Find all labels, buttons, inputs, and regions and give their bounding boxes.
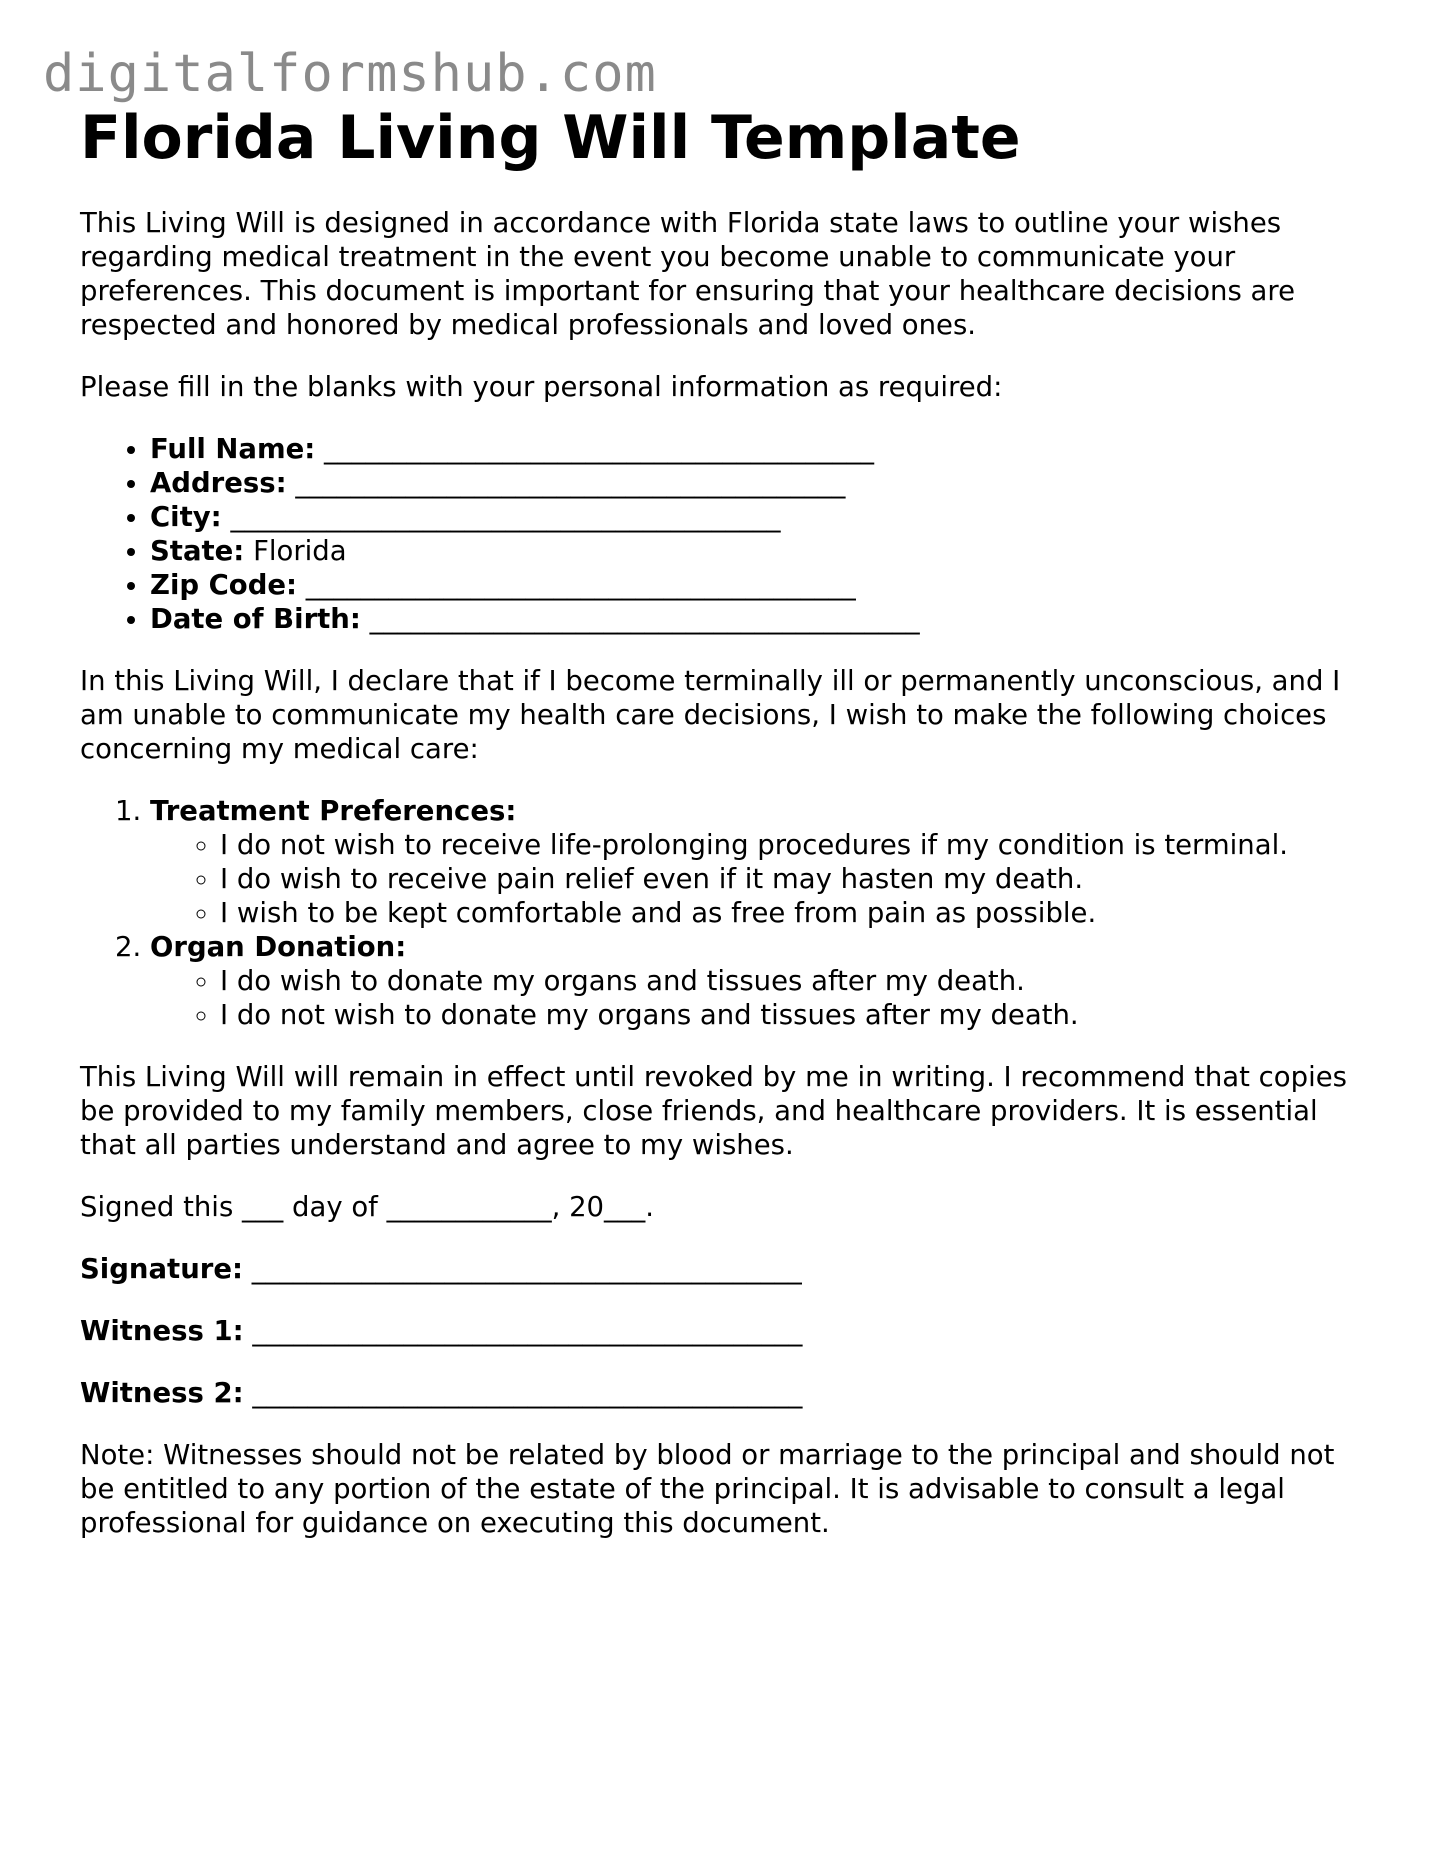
address-field [150, 466, 1370, 500]
witness-2-label: Witness 2: [80, 1377, 244, 1409]
medical-choices-list [80, 794, 1370, 1032]
document-page [80, 100, 1370, 1540]
zip-code-blank[interactable]: ________________________________________ [305, 569, 856, 601]
note-paragraph: Note: Witnesses should not be related by blood or marriage to the principal and should not be entitled to any portion of the estate of the principal. It is advisable to consult a legal professional for guidance on executing this document. [80, 1439, 1335, 1539]
organ-donation-options [150, 964, 1370, 1032]
zip-code-label: Zip Code: [150, 569, 298, 601]
witness-1-label: Witness 1: [80, 1315, 244, 1347]
signed-date-line: Signed this ___ day of ____________, 20___. [80, 1191, 655, 1223]
state-field [150, 534, 1370, 568]
intro-paragraph: This Living Will is designed in accordance with Florida state laws to outline your wishes regarding medical treatment in the event you become unable to communicate your preferences. This document is important for ensuring that your healthcare decisions are respected and honored by medical professionals and loved ones. [80, 207, 1295, 341]
witness-2-line [80, 1376, 1370, 1410]
treatment-preferences-heading: Treatment Preferences: [150, 795, 517, 827]
full-name-label: Full Name: [150, 433, 316, 465]
treatment-option: ◦ I do wish to receive pain relief even if it may hasten my death. [220, 862, 1370, 896]
organ-donation-section [150, 930, 1370, 1032]
organ-donation-heading: Organ Donation: [150, 931, 407, 963]
full-name-field [150, 432, 1370, 466]
organ-donation-option: ◦ I do not wish to donate my organs and tissues after my death. [220, 998, 1370, 1032]
full-name-blank[interactable]: ________________________________________ [324, 433, 875, 465]
effect-paragraph: This Living Will will remain in effect until revoked by me in writing. I recommend that copies be provided to my family members, close friends, and healthcare providers. It is essential that all parties understand and agree to my wishes. [80, 1061, 1347, 1161]
address-label: Address: [150, 467, 287, 499]
state-label: State: [150, 535, 245, 567]
state-value: Florida [253, 535, 347, 567]
personal-info-list [80, 432, 1370, 636]
witness-1-line [80, 1314, 1370, 1348]
date-of-birth-field [150, 602, 1370, 636]
date-of-birth-blank[interactable]: ________________________________________ [369, 603, 920, 635]
signature-label: Signature: [80, 1253, 243, 1285]
treatment-preferences-section [150, 794, 1370, 930]
city-field [150, 500, 1370, 534]
document-title: Florida Living Will Template [80, 103, 1021, 173]
treatment-option: ◦ I wish to be kept comfortable and as free from pain as possible. [220, 896, 1370, 930]
signature-line [80, 1252, 1370, 1286]
witness-1-blank[interactable]: ________________________________________ [252, 1315, 803, 1347]
organ-donation-option: ◦ I do wish to donate my organs and tissues after my death. [220, 964, 1370, 998]
city-label: City: [150, 501, 222, 533]
signature-blank[interactable]: ________________________________________ [251, 1253, 802, 1285]
date-of-birth-label: Date of Birth: [150, 603, 361, 635]
site-watermark: digitalformshub.com [43, 44, 657, 104]
declaration-paragraph: In this Living Will, I declare that if I become terminally ill or permanently unconscious, and I am unable to communicate my health care decisions, I wish to make the following choices concerning my medical care: [80, 665, 1341, 765]
zip-code-field [150, 568, 1370, 602]
witness-2-blank[interactable]: ________________________________________ [252, 1377, 803, 1409]
city-blank[interactable]: ________________________________________ [230, 501, 781, 533]
address-blank[interactable]: ________________________________________ [295, 467, 846, 499]
fill-prompt: Please fill in the blanks with your personal information as required: [80, 371, 1003, 403]
treatment-preferences-options [150, 828, 1370, 930]
treatment-option: ◦ I do not wish to receive life-prolonging procedures if my condition is terminal. [220, 828, 1370, 862]
